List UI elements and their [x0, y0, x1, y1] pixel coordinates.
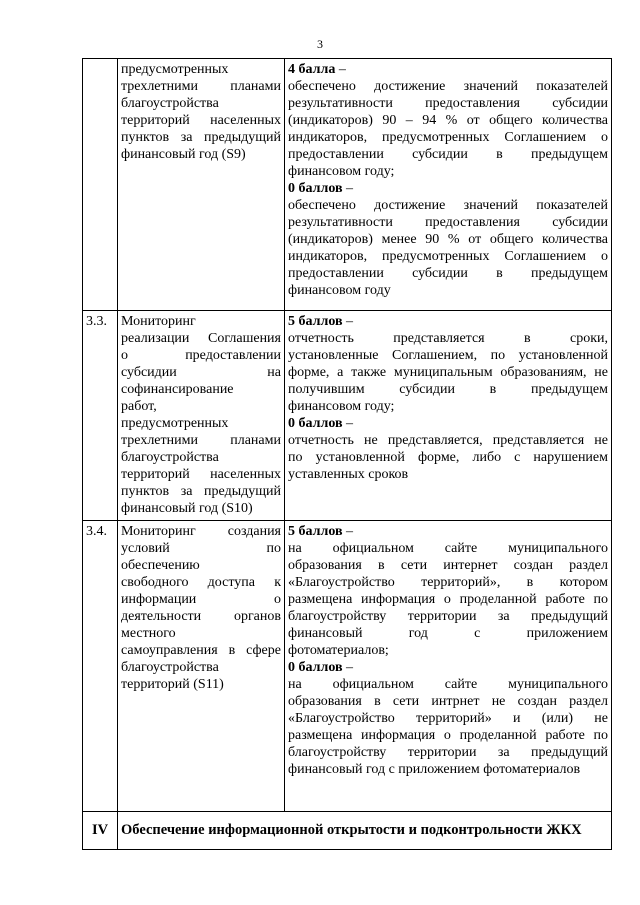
score-line: результативности предоставления субсидии [288, 215, 608, 230]
score-heading-text: 5 баллов [288, 524, 343, 539]
score-cell [285, 311, 612, 521]
indicator-line: финансовый год (S9) [121, 147, 246, 162]
score-line: индикаторов, предусмотренных Соглашением о [288, 249, 608, 264]
section-row [83, 812, 612, 850]
score-line: установленные Соглашением, по установленной [288, 348, 608, 363]
score-line: на официальном сайте муниципального [288, 541, 608, 556]
score-line: размещена информация о проделанной работе по [288, 592, 608, 607]
indicator-line: софинансирование [121, 382, 234, 397]
indicator-line: трехлетними планами [121, 433, 281, 448]
score-line: фотоматериалов; [288, 643, 389, 658]
row-number: 3.4. [83, 521, 118, 812]
indicator-line: деятельности органов [121, 609, 281, 624]
score-line: образования в сети интернет создан раздел [288, 558, 608, 573]
score-line: финансовом году; [288, 399, 395, 414]
score-line: по установленной форме, либо с нарушением [288, 450, 608, 465]
indicator-line: пунктов за предыдущий [121, 130, 281, 145]
indicator-line: субсидии на [121, 365, 281, 380]
score-line: индикаторов, предусмотренных Соглашением о [288, 130, 608, 145]
score-line: (индикаторов) менее 90 % от общего количества [288, 232, 608, 247]
table-row [83, 311, 612, 521]
score-line: «Благоустройство территорий», в котором [288, 575, 608, 590]
table-row [83, 59, 612, 311]
indicator-line: обеспечению [121, 558, 200, 573]
indicator-line: Мониторинг создания [121, 524, 281, 539]
score-line: (индикаторов) 90 – 94 % от общего количества [288, 113, 608, 128]
indicator-line: о предоставлении [121, 348, 281, 363]
indicator-line: местного [121, 626, 176, 641]
row-number [83, 59, 118, 311]
indicator-line: реализации Соглашения [121, 331, 281, 346]
indicator-line: финансовый год (S10) [121, 501, 253, 516]
section-number: IV [83, 812, 118, 850]
indicator-line: предусмотренных [121, 416, 229, 431]
score-heading: 4 балла – [288, 62, 346, 77]
score-heading: 5 баллов – [288, 314, 354, 329]
score-heading-text: 0 баллов [288, 181, 343, 196]
indicator-line: самоуправления в сфере [121, 643, 281, 658]
criteria-table-body [83, 59, 612, 850]
score-line: благоустройству территории за предыдущий [288, 745, 608, 760]
indicator-line: территорий населенных [121, 467, 281, 482]
indicator-line: территорий (S11) [121, 677, 224, 692]
score-line: уставленных сроков [288, 467, 409, 482]
indicator-cell [118, 521, 285, 812]
indicator-line: территорий населенных [121, 113, 281, 128]
indicator-line: работ, [121, 399, 157, 414]
section-title: Обеспечение информационной открытости и подконтрольности ЖКХ [118, 812, 612, 850]
score-line: результативности предоставления субсидии [288, 96, 608, 111]
criteria-table [82, 58, 612, 850]
score-line: финансовый год с приложением фотоматериалов [288, 762, 581, 777]
indicator-line: условий по [121, 541, 281, 556]
indicator-cell [118, 59, 285, 311]
score-heading: 5 баллов – [288, 524, 354, 539]
score-line: обеспечено достижение значений показателей [288, 79, 608, 94]
indicator-line: информации о [121, 592, 281, 607]
score-line: «Благоустройство территорий» и (или) не [288, 711, 608, 726]
score-heading: 0 баллов – [288, 416, 354, 431]
indicator-line: благоустройства [121, 96, 219, 111]
indicator-line: благоустройства [121, 450, 219, 465]
score-line: размещена информация о проделанной работе по [288, 728, 608, 743]
indicator-line: благоустройства [121, 660, 219, 675]
score-line: форме, а также муниципальным образованиям, не [288, 365, 608, 380]
score-cell [285, 59, 612, 311]
score-line: отчетность представляется в сроки, [288, 331, 608, 346]
score-line: отчетность не представляется, представляется не [288, 433, 608, 448]
table-row [83, 521, 612, 812]
score-line: предоставлении субсидии в предыдущем [288, 266, 608, 281]
score-line: получившим субсидии в предыдущем [288, 382, 608, 397]
indicator-line: Мониторинг [121, 314, 196, 329]
indicator-line: предусмотренных [121, 62, 229, 77]
score-heading-text: 5 баллов [288, 314, 343, 329]
indicator-cell [118, 311, 285, 521]
indicator-line: пунктов за предыдущий [121, 484, 281, 499]
score-line: финансовом году; [288, 164, 395, 179]
score-heading: 0 баллов – [288, 660, 354, 675]
score-line: финансовый год с приложением [288, 626, 608, 641]
score-line: на официальном сайте муниципального [288, 677, 608, 692]
score-line: образования в сети интрнет не создан раздел [288, 694, 608, 709]
score-heading-text: 0 баллов [288, 660, 343, 675]
score-heading-text: 0 баллов [288, 416, 343, 431]
score-line: финансовом году [288, 283, 391, 298]
indicator-line: трехлетними планами [121, 79, 281, 94]
score-heading: 0 баллов – [288, 181, 354, 196]
row-number: 3.3. [83, 311, 118, 521]
indicator-line: свободного доступа к [121, 575, 281, 590]
score-line: обеспечено достижение значений показателей [288, 198, 608, 213]
score-line: благоустройству территории за предыдущий [288, 609, 608, 624]
score-line: предоставлении субсидии в предыдущем [288, 147, 608, 162]
score-heading-text: 4 балла [288, 62, 336, 77]
score-cell [285, 521, 612, 812]
page-number: 3 [317, 37, 323, 51]
